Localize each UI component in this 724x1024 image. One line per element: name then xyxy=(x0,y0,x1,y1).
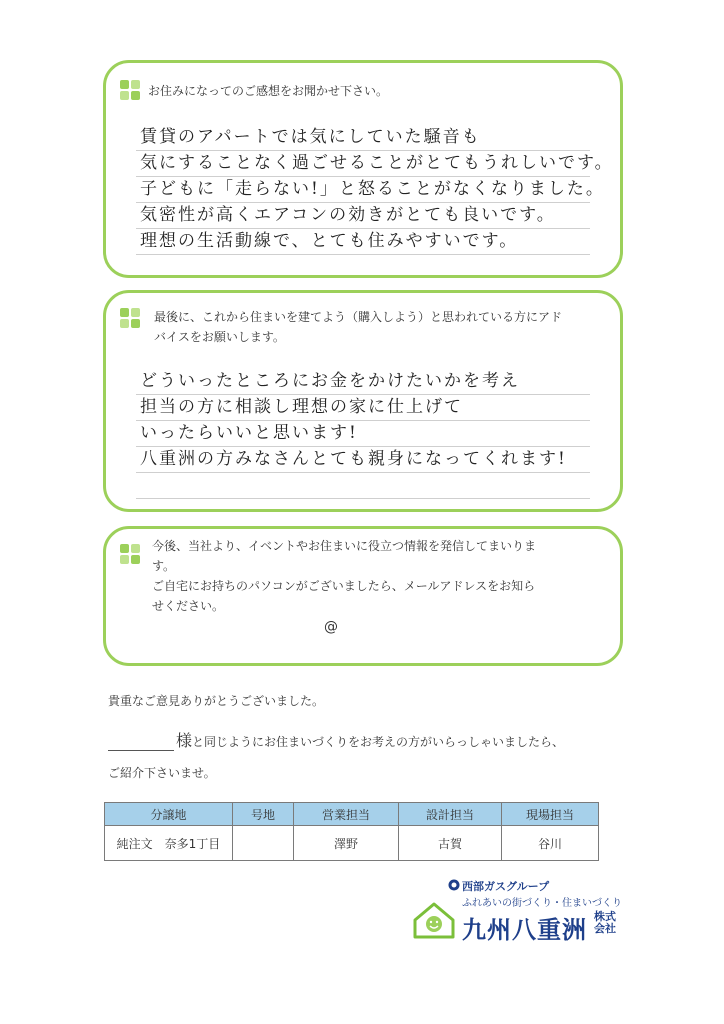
table-row xyxy=(105,826,599,861)
question-email-line: せください。 xyxy=(152,599,225,613)
feedback-box-advice xyxy=(103,290,623,512)
table-header: 号地 xyxy=(233,803,294,826)
bullet-icon xyxy=(120,544,142,566)
question-email-line: す。 xyxy=(152,559,176,573)
answer-line: 気にすることなく過ごせることがとてもうれしいです。 xyxy=(136,151,590,177)
house-icon xyxy=(412,900,456,940)
company-name: 九州八重洲 xyxy=(462,916,587,944)
answer-line: どういったところにお金をかけたいかを考え xyxy=(136,369,590,395)
referral-text: と同じようにお住まいづくりをお考えの方がいらっしゃいましたら、 xyxy=(192,735,565,749)
saibu-gas-icon xyxy=(448,879,460,891)
question-impressions: お住みになってのご感想をお聞かせ下さい。 xyxy=(148,84,389,98)
table-header: 設計担当 xyxy=(399,803,502,826)
table-header: 現場担当 xyxy=(502,803,599,826)
question-advice xyxy=(154,307,562,347)
name-blank xyxy=(108,736,174,751)
thanks-message: 貴重なご意見ありがとうございました。 xyxy=(108,694,325,708)
answer-line: 担当の方に相談し理想の家に仕上げて xyxy=(136,395,590,421)
email-at-sign: @ xyxy=(324,619,338,635)
question-advice-line: 最後に、これから住まいを建てよう（購入しよう）と思われている方にアド xyxy=(154,310,563,324)
table-header: 分譲地 xyxy=(105,803,233,826)
table-cell: 谷川 xyxy=(502,826,599,861)
table-cell xyxy=(233,826,294,861)
table-header: 営業担当 xyxy=(294,803,399,826)
answer-lines xyxy=(136,125,614,255)
question-email xyxy=(152,536,536,616)
staff-table xyxy=(104,802,599,861)
logo-tagline: ふれあいの街づくり・住まいづくり xyxy=(462,898,622,909)
question-advice-line: バイスをお願いします。 xyxy=(154,330,285,344)
question-email-line: 今後、当社より、イベントやお住まいに役立つ情報を発信してまいりま xyxy=(152,539,537,553)
answer-line-blank xyxy=(136,473,590,499)
feedback-box-email xyxy=(103,526,623,666)
table-cell: 純注文 奈多1丁目 xyxy=(105,826,233,861)
group-name: 西部ガスグループ xyxy=(462,880,550,893)
company-suffix: 株式会社 xyxy=(594,910,616,935)
answer-line: 賃貸のアパートでは気にしていた騒音も xyxy=(136,125,590,151)
bullet-icon xyxy=(120,308,142,330)
question-email-line: ご自宅にお持ちのパソコンがございましたら、メールアドレスをお知ら xyxy=(152,579,536,593)
answer-lines xyxy=(136,369,590,499)
sama-label: 様 xyxy=(176,731,193,750)
answer-line: 気密性が高くエアコンの効きがとても良いです。 xyxy=(136,203,590,229)
feedback-box-impressions xyxy=(103,60,623,278)
company-logo xyxy=(412,878,632,948)
answer-line: 八重洲の方みなさんとても親身になってくれます! xyxy=(136,447,590,473)
answer-line: 理想の生活動線で、とても住みやすいです。 xyxy=(136,229,590,255)
answer-line: 子どもに「走らない!」と怒ることがなくなりました。 xyxy=(136,177,590,203)
referral-end: ご紹介下さいませ。 xyxy=(108,766,216,780)
answer-line: いったらいいと思います! xyxy=(136,421,590,447)
table-header-row xyxy=(105,803,599,826)
table-cell: 古賀 xyxy=(399,826,502,861)
referral-line xyxy=(108,728,564,751)
table-cell: 澤野 xyxy=(294,826,399,861)
bullet-icon xyxy=(120,80,142,102)
